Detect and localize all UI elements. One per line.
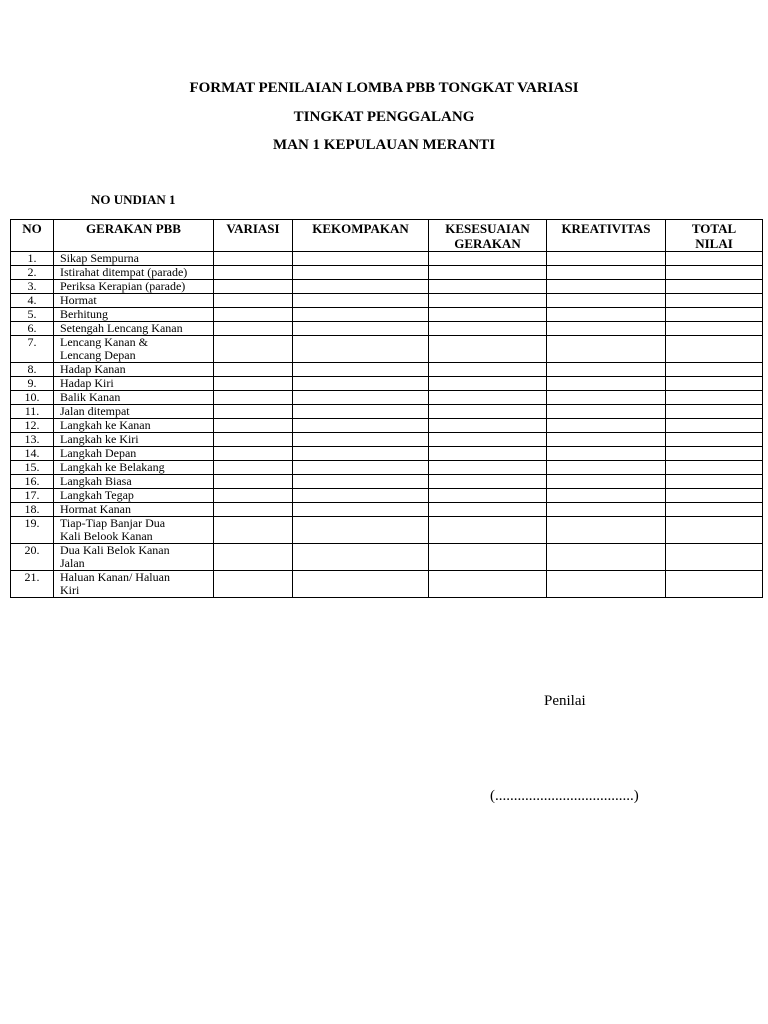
table-row	[11, 503, 763, 517]
gerakan-text-line: Kali Belook Kanan	[60, 529, 153, 543]
gerakan-text-line: Jalan	[60, 556, 85, 570]
table-row	[11, 294, 763, 308]
score-cell-kreativitas[interactable]	[547, 517, 666, 544]
score-cell-variasi[interactable]	[214, 544, 293, 571]
row-gerakan	[54, 461, 214, 475]
score-cell-kesesuaian[interactable]	[429, 461, 547, 475]
score-cell-total[interactable]	[666, 571, 763, 598]
score-cell-variasi[interactable]	[214, 294, 293, 308]
row-gerakan	[54, 447, 214, 461]
undian-number-label: NO UNDIAN 1	[91, 192, 176, 207]
score-cell-kekompakan[interactable]	[293, 266, 429, 280]
score-cell-kekompakan[interactable]	[293, 475, 429, 489]
table-row	[11, 280, 763, 294]
header-total-line2: NILAI	[695, 236, 733, 251]
table-row	[11, 517, 763, 544]
table-row	[11, 266, 763, 280]
header-gerakan-pbb: GERAKAN PBB	[54, 220, 214, 252]
score-cell-total[interactable]	[666, 517, 763, 544]
score-cell-kekompakan[interactable]	[293, 308, 429, 322]
row-number: 9.	[11, 377, 54, 391]
document-subtitle-school: MAN 1 KEPULAUAN MERANTI	[272, 137, 496, 153]
score-cell-kekompakan[interactable]	[293, 517, 429, 544]
score-cell-total[interactable]	[666, 336, 763, 363]
row-gerakan	[54, 544, 214, 571]
score-cell-total[interactable]	[666, 419, 763, 433]
gerakan-text-line: Istirahat ditempat (parade)	[60, 265, 188, 279]
table-row	[11, 405, 763, 419]
score-cell-kekompakan[interactable]	[293, 447, 429, 461]
score-cell-total[interactable]	[666, 363, 763, 377]
row-number: 10.	[11, 391, 54, 405]
table-row	[11, 475, 763, 489]
table-row	[11, 433, 763, 447]
score-cell-kekompakan[interactable]	[293, 433, 429, 447]
score-cell-variasi[interactable]	[214, 447, 293, 461]
score-cell-variasi[interactable]	[214, 433, 293, 447]
gerakan-text-line: Jalan ditempat	[60, 404, 130, 418]
row-gerakan	[54, 475, 214, 489]
score-cell-variasi[interactable]	[214, 571, 293, 598]
score-cell-total[interactable]	[666, 447, 763, 461]
gerakan-text-line: Berhitung	[60, 307, 108, 321]
score-cell-variasi[interactable]	[214, 517, 293, 544]
document-subtitle-level: TINGKAT PENGGALANG	[293, 109, 475, 125]
gerakan-text-line: Lencang Depan	[60, 348, 136, 362]
score-cell-total[interactable]	[666, 544, 763, 571]
score-cell-variasi[interactable]	[214, 461, 293, 475]
score-cell-kesesuaian[interactable]	[429, 405, 547, 419]
gerakan-text-line: Dua Kali Belok Kanan	[60, 543, 170, 557]
score-cell-kesesuaian[interactable]	[429, 252, 547, 266]
gerakan-text-line: Langkah ke Kiri	[60, 432, 139, 446]
score-cell-variasi[interactable]	[214, 266, 293, 280]
score-cell-kreativitas[interactable]	[547, 544, 666, 571]
score-cell-kekompakan[interactable]	[293, 544, 429, 571]
row-number: 7.	[11, 336, 54, 363]
score-cell-total[interactable]	[666, 503, 763, 517]
score-cell-kreativitas[interactable]	[547, 503, 666, 517]
score-cell-kesesuaian[interactable]	[429, 391, 547, 405]
score-cell-kreativitas[interactable]	[547, 308, 666, 322]
score-cell-kesesuaian[interactable]	[429, 517, 547, 544]
row-gerakan	[54, 419, 214, 433]
header-kesesuaian-line1: KESESUAIAN	[445, 221, 530, 236]
gerakan-text-line: Langkah ke Belakang	[60, 460, 165, 474]
score-table-body	[11, 252, 763, 598]
row-gerakan	[54, 489, 214, 503]
score-cell-kreativitas[interactable]	[547, 489, 666, 503]
score-cell-kesesuaian[interactable]	[429, 571, 547, 598]
header-kesesuaian-gerakan	[429, 220, 547, 252]
table-row	[11, 489, 763, 503]
score-cell-kesesuaian[interactable]	[429, 447, 547, 461]
gerakan-text-line: Langkah Depan	[60, 446, 137, 460]
gerakan-text-line: Langkah Biasa	[60, 474, 132, 488]
score-cell-kesesuaian[interactable]	[429, 419, 547, 433]
row-gerakan	[54, 308, 214, 322]
gerakan-text-line: Periksa Kerapian (parade)	[60, 279, 186, 293]
gerakan-text-line: Haluan Kanan/ Haluan	[60, 570, 170, 584]
score-cell-kekompakan[interactable]	[293, 377, 429, 391]
table-row	[11, 363, 763, 377]
table-row	[11, 544, 763, 571]
score-cell-kreativitas[interactable]	[547, 377, 666, 391]
score-cell-kesesuaian[interactable]	[429, 544, 547, 571]
score-cell-variasi[interactable]	[214, 475, 293, 489]
score-cell-kekompakan[interactable]	[293, 363, 429, 377]
header-variasi: VARIASI	[214, 220, 293, 252]
score-cell-kreativitas[interactable]	[547, 433, 666, 447]
score-cell-kesesuaian[interactable]	[429, 266, 547, 280]
row-gerakan	[54, 266, 214, 280]
row-number: 12.	[11, 419, 54, 433]
score-cell-kreativitas[interactable]	[547, 571, 666, 598]
gerakan-text-line: Kiri	[60, 583, 80, 597]
score-cell-kreativitas[interactable]	[547, 280, 666, 294]
score-cell-total[interactable]	[666, 405, 763, 419]
table-row	[11, 308, 763, 322]
score-cell-kreativitas[interactable]	[547, 461, 666, 475]
gerakan-text-line: Hadap Kiri	[60, 376, 114, 390]
score-cell-kesesuaian[interactable]	[429, 475, 547, 489]
document-title: FORMAT PENILAIAN LOMBA PBB TONGKAT VARIASI	[189, 80, 579, 96]
score-cell-kekompakan[interactable]	[293, 322, 429, 336]
score-cell-kekompakan[interactable]	[293, 461, 429, 475]
score-cell-variasi[interactable]	[214, 503, 293, 517]
header-no: NO	[11, 220, 54, 252]
row-number: 4.	[11, 294, 54, 308]
score-cell-total[interactable]	[666, 475, 763, 489]
score-cell-kreativitas[interactable]	[547, 419, 666, 433]
score-cell-kekompakan[interactable]	[293, 391, 429, 405]
row-number: 20.	[11, 544, 54, 571]
score-cell-variasi[interactable]	[214, 308, 293, 322]
row-number: 17.	[11, 489, 54, 503]
table-header-row	[11, 220, 763, 252]
score-cell-kreativitas[interactable]	[547, 447, 666, 461]
score-cell-kesesuaian[interactable]	[429, 322, 547, 336]
gerakan-text-line: Balik Kanan	[60, 390, 121, 404]
row-number: 13.	[11, 433, 54, 447]
score-cell-kesesuaian[interactable]	[429, 433, 547, 447]
row-number: 6.	[11, 322, 54, 336]
gerakan-text-line: Hormat Kanan	[60, 502, 131, 516]
score-cell-kesesuaian[interactable]	[429, 280, 547, 294]
gerakan-text-line: Setengah Lencang Kanan	[60, 321, 183, 335]
row-number: 15.	[11, 461, 54, 475]
table-row	[11, 252, 763, 266]
row-gerakan	[54, 280, 214, 294]
score-cell-total[interactable]	[666, 322, 763, 336]
score-cell-variasi[interactable]	[214, 336, 293, 363]
score-cell-kreativitas[interactable]	[547, 322, 666, 336]
score-cell-variasi[interactable]	[214, 405, 293, 419]
gerakan-text-line: Sikap Sempurna	[60, 251, 139, 265]
header-kreativitas: KREATIVITAS	[547, 220, 666, 252]
row-gerakan	[54, 517, 214, 544]
score-cell-kekompakan[interactable]	[293, 280, 429, 294]
row-gerakan	[54, 363, 214, 377]
score-cell-variasi[interactable]	[214, 489, 293, 503]
score-cell-kesesuaian[interactable]	[429, 336, 547, 363]
gerakan-text-line: Lencang Kanan &	[60, 335, 148, 349]
header-total-line1: TOTAL	[691, 221, 737, 236]
score-cell-kreativitas[interactable]	[547, 363, 666, 377]
score-cell-total[interactable]	[666, 294, 763, 308]
score-cell-total[interactable]	[666, 252, 763, 266]
score-cell-kesesuaian[interactable]	[429, 489, 547, 503]
score-cell-variasi[interactable]	[214, 377, 293, 391]
score-cell-kreativitas[interactable]	[547, 252, 666, 266]
row-number: 8.	[11, 363, 54, 377]
score-cell-variasi[interactable]	[214, 280, 293, 294]
score-cell-kekompakan[interactable]	[293, 405, 429, 419]
score-cell-total[interactable]	[666, 489, 763, 503]
table-row	[11, 571, 763, 598]
header-total-nilai	[666, 220, 763, 252]
row-gerakan	[54, 405, 214, 419]
row-number: 1.	[11, 252, 54, 266]
table-row	[11, 447, 763, 461]
table-row	[11, 391, 763, 405]
signature-line: (.....................................)	[490, 788, 639, 804]
table-row	[11, 322, 763, 336]
row-gerakan	[54, 571, 214, 598]
table-row	[11, 461, 763, 475]
score-cell-kekompakan[interactable]	[293, 489, 429, 503]
score-cell-variasi[interactable]	[214, 322, 293, 336]
gerakan-text-line: Hormat	[60, 293, 97, 307]
row-number: 3.	[11, 280, 54, 294]
gerakan-text-line: Langkah Tegap	[60, 488, 134, 502]
score-cell-kesesuaian[interactable]	[429, 363, 547, 377]
row-number: 21.	[11, 571, 54, 598]
score-cell-variasi[interactable]	[214, 363, 293, 377]
row-number: 18.	[11, 503, 54, 517]
table-row	[11, 377, 763, 391]
row-gerakan	[54, 252, 214, 266]
row-number: 14.	[11, 447, 54, 461]
row-gerakan	[54, 322, 214, 336]
score-cell-kekompakan[interactable]	[293, 571, 429, 598]
row-gerakan	[54, 294, 214, 308]
score-cell-total[interactable]	[666, 377, 763, 391]
score-cell-total[interactable]	[666, 391, 763, 405]
penilai-label: Penilai	[544, 693, 586, 709]
row-gerakan	[54, 336, 214, 363]
score-cell-kekompakan[interactable]	[293, 419, 429, 433]
score-cell-total[interactable]	[666, 280, 763, 294]
score-cell-variasi[interactable]	[214, 252, 293, 266]
row-gerakan	[54, 377, 214, 391]
gerakan-text-line: Tiap-Tiap Banjar Dua	[60, 516, 166, 530]
row-number: 11.	[11, 405, 54, 419]
score-cell-kesesuaian[interactable]	[429, 294, 547, 308]
header-kekompakan: KEKOMPAKAN	[293, 220, 429, 252]
score-cell-total[interactable]	[666, 461, 763, 475]
score-cell-kreativitas[interactable]	[547, 266, 666, 280]
score-cell-total[interactable]	[666, 433, 763, 447]
score-cell-kesesuaian[interactable]	[429, 503, 547, 517]
score-cell-kesesuaian[interactable]	[429, 308, 547, 322]
score-cell-kreativitas[interactable]	[547, 405, 666, 419]
row-number: 19.	[11, 517, 54, 544]
header-kesesuaian-line2: GERAKAN	[454, 236, 521, 251]
score-cell-kekompakan[interactable]	[293, 336, 429, 363]
score-cell-kekompakan[interactable]	[293, 503, 429, 517]
row-number: 2.	[11, 266, 54, 280]
score-cell-total[interactable]	[666, 266, 763, 280]
row-gerakan	[54, 433, 214, 447]
table-row	[11, 419, 763, 433]
table-row	[11, 336, 763, 363]
row-gerakan	[54, 503, 214, 517]
score-cell-variasi[interactable]	[214, 391, 293, 405]
score-cell-variasi[interactable]	[214, 419, 293, 433]
score-cell-total[interactable]	[666, 308, 763, 322]
score-cell-kreativitas[interactable]	[547, 391, 666, 405]
score-cell-kreativitas[interactable]	[547, 294, 666, 308]
row-gerakan	[54, 391, 214, 405]
row-number: 16.	[11, 475, 54, 489]
gerakan-text-line: Langkah ke Kanan	[60, 418, 151, 432]
score-table	[10, 219, 763, 598]
gerakan-text-line: Hadap Kanan	[60, 362, 126, 376]
score-cell-kekompakan[interactable]	[293, 252, 429, 266]
score-cell-kreativitas[interactable]	[547, 475, 666, 489]
row-number: 5.	[11, 308, 54, 322]
score-cell-kreativitas[interactable]	[547, 336, 666, 363]
score-cell-kekompakan[interactable]	[293, 294, 429, 308]
score-cell-kesesuaian[interactable]	[429, 377, 547, 391]
